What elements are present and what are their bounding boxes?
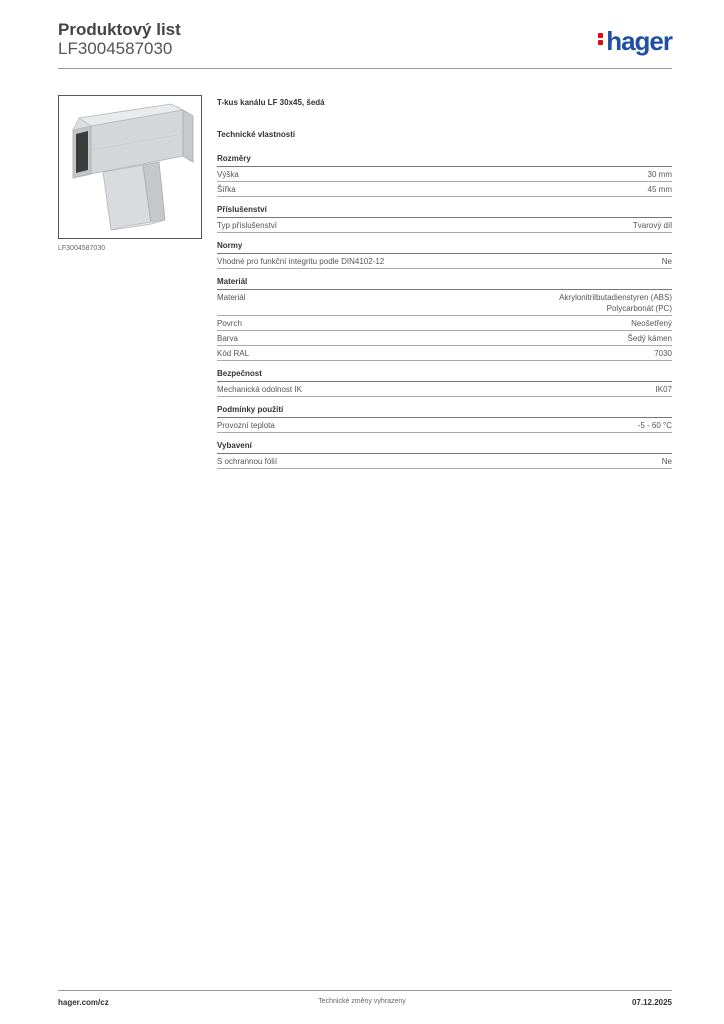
spec-section <box>217 441 672 469</box>
spec-value <box>662 456 672 467</box>
spec-label: Šířka <box>217 185 236 194</box>
footer-notice: Technické změny vyhrazeny <box>318 998 406 1005</box>
spec-row <box>217 331 672 346</box>
section-title: Rozměry <box>217 154 672 167</box>
spec-value <box>631 318 672 329</box>
spec-value-line: 45 mm <box>647 185 672 194</box>
spec-row <box>217 254 672 269</box>
spec-section <box>217 405 672 433</box>
spec-section <box>217 154 672 197</box>
product-name: T-kus kanálu LF 30x45, šedá <box>217 98 325 107</box>
image-caption: LF3004587030 <box>58 245 106 252</box>
logo-text: hager <box>606 26 672 56</box>
spec-value <box>654 348 672 359</box>
spec-row <box>217 290 672 316</box>
spec-label: Vhodné pro funkční integritu podle DIN4102-12 <box>217 257 385 266</box>
cable-trunking-tee-icon <box>59 96 201 238</box>
section-title: Materiál <box>217 277 672 290</box>
spec-label: Mechanická odolnost IK <box>217 385 302 394</box>
spec-value-line: Tvarový díl <box>632 221 672 230</box>
spec-row <box>217 418 672 433</box>
footer-divider <box>58 990 672 991</box>
spec-row <box>217 316 672 331</box>
hager-logo <box>598 28 672 54</box>
spec-value-line: -5 - 60 °C <box>637 421 672 430</box>
product-image <box>58 95 202 239</box>
spec-row <box>217 167 672 182</box>
spec-value-line: 7030 <box>654 349 672 358</box>
spec-row <box>217 382 672 397</box>
section-title: Bezpečnost <box>217 369 672 382</box>
spec-value-line: 30 mm <box>647 170 672 179</box>
spec-value <box>656 384 672 395</box>
spec-value-line: IK07 <box>655 385 672 394</box>
spec-value <box>633 220 672 231</box>
spec-value <box>662 256 672 267</box>
spec-row <box>217 218 672 233</box>
spec-label: Provozní teplota <box>217 421 275 430</box>
spec-row <box>217 454 672 469</box>
logo-dots-icon <box>598 31 604 47</box>
spec-section <box>217 241 672 269</box>
section-title: Normy <box>217 241 672 254</box>
spec-sections <box>217 154 672 469</box>
spec-row <box>217 346 672 361</box>
product-details <box>217 98 672 477</box>
section-title: Podmínky použití <box>217 405 672 418</box>
spec-label: Povrch <box>217 319 242 328</box>
spec-value <box>628 333 672 344</box>
spec-label: Materiál <box>217 293 246 302</box>
spec-section <box>217 369 672 397</box>
spec-value-line: Polycarbonát (PC) <box>606 304 672 313</box>
product-code: LF3004587030 <box>58 39 173 58</box>
spec-label: Výška <box>217 170 239 179</box>
spec-value-line: Šedý kámen <box>627 334 672 343</box>
section-title: Příslušenství <box>217 205 672 218</box>
footer-date: 07.12.2025 <box>631 998 672 1007</box>
spec-value <box>638 420 672 431</box>
spec-label: S ochrannou fólií <box>217 457 278 466</box>
spec-label: Typ příslušenství <box>217 221 278 230</box>
page-title: Produktový list <box>58 20 181 39</box>
spec-section <box>217 205 672 233</box>
spec-value <box>648 169 672 180</box>
spec-value-line: Neošetřený <box>631 319 672 328</box>
section-title: Vybavení <box>217 441 672 454</box>
tech-heading: Technické vlastnosti <box>217 130 296 139</box>
footer-website[interactable]: hager.com/cz <box>58 998 109 1007</box>
spec-value <box>648 184 672 195</box>
spec-value-line: Ne <box>661 457 672 466</box>
spec-row <box>217 182 672 197</box>
spec-value-line: Akrylonitrilbutadienstyren (ABS) <box>559 293 672 302</box>
spec-section <box>217 277 672 361</box>
spec-value <box>559 292 672 314</box>
header-divider <box>58 68 672 69</box>
spec-label: Kód RAL <box>217 349 250 358</box>
spec-label: Barva <box>217 334 238 343</box>
spec-value-line: Ne <box>661 257 672 266</box>
